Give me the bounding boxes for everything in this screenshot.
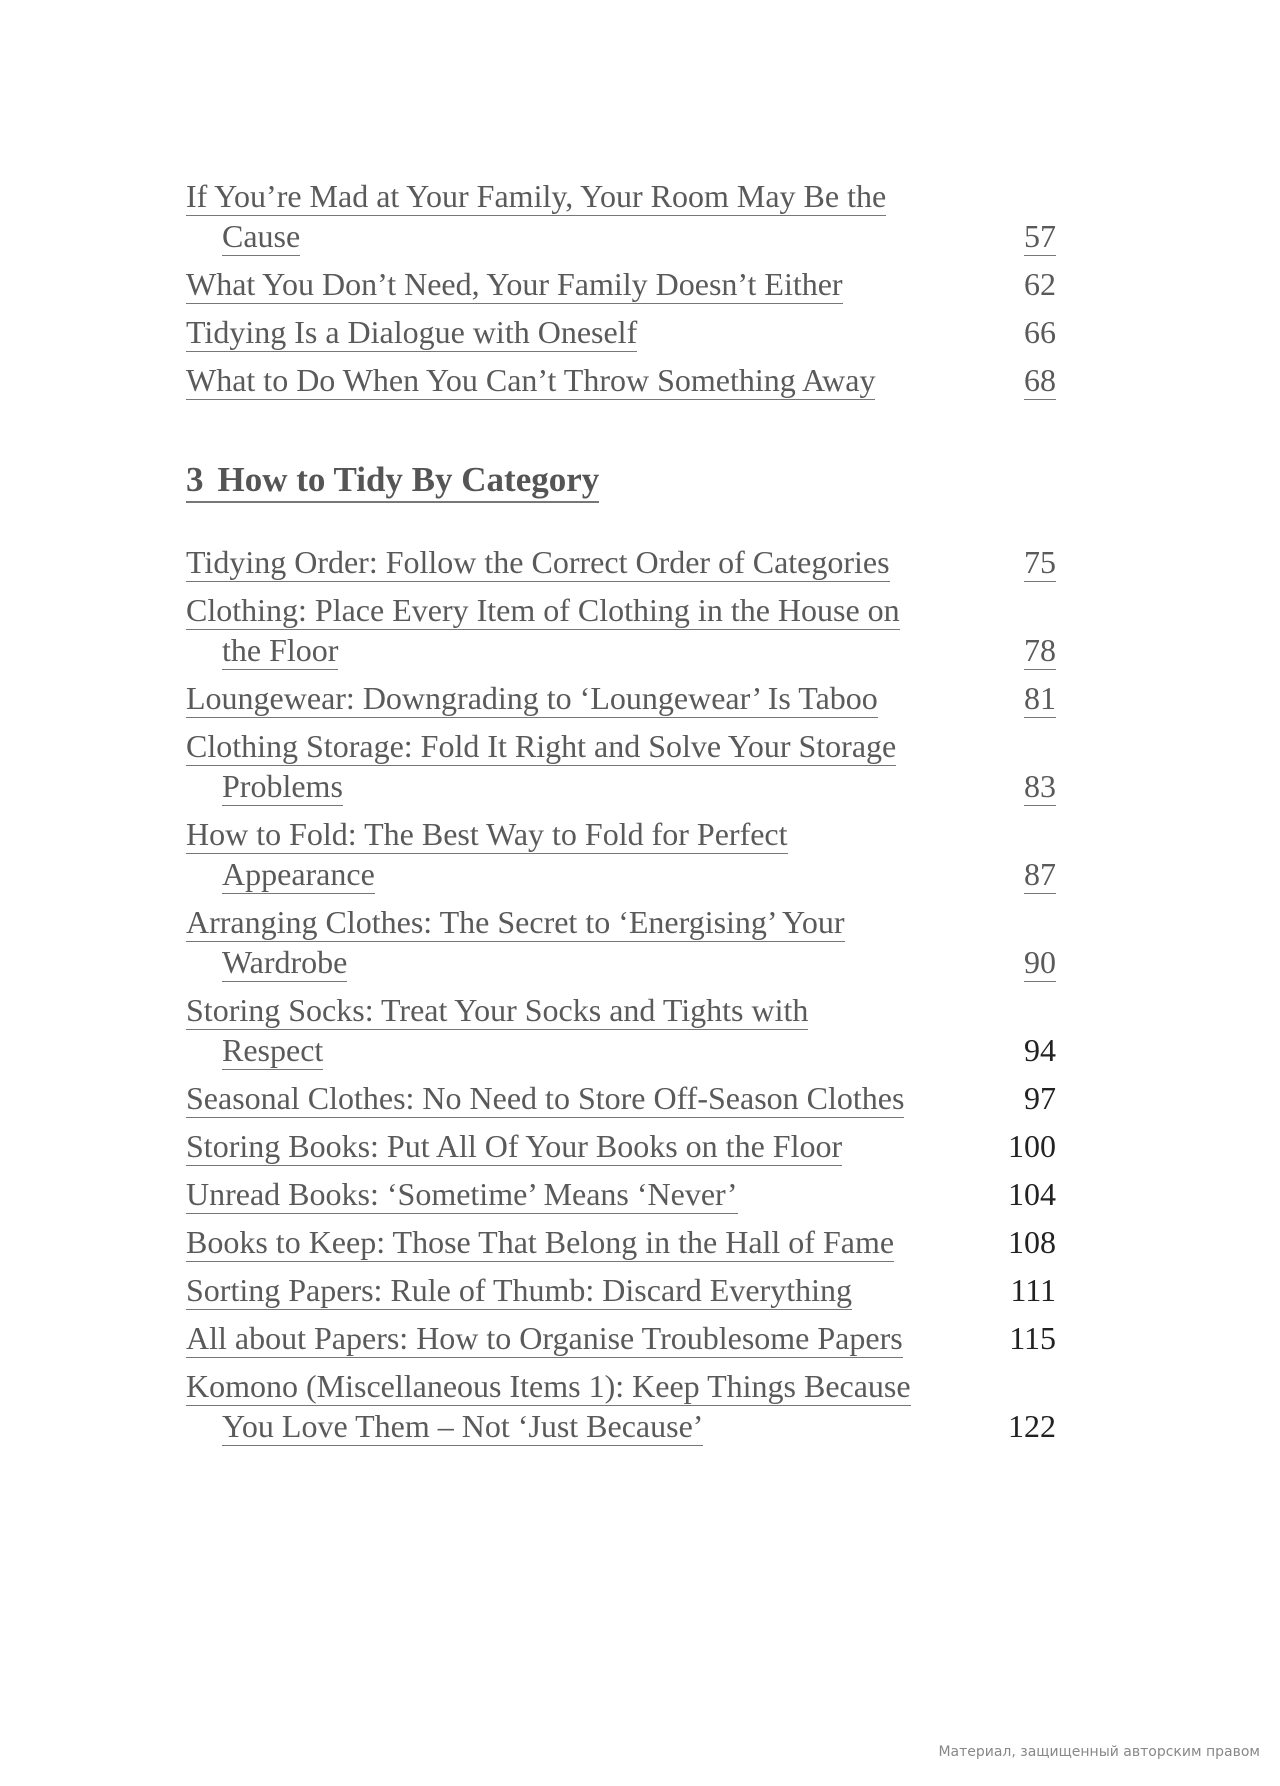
toc-entry[interactable] [186,1318,1066,1358]
toc-entry-title[interactable]: Storing Books: Put All Of Your Books on the Floor [186,1128,843,1164]
toc-entry-title[interactable]: Storing Socks: Treat Your Socks and Tights with [186,992,809,1028]
toc-entry-title-continued[interactable]: Respect [222,1032,324,1068]
toc-entry-title[interactable]: If You’re Mad at Your Family, Your Room May Be the [186,178,887,214]
toc-entry[interactable] [186,1366,1066,1446]
chapter-title: How to Tidy By Category [217,460,600,499]
toc-entry-title-continued[interactable]: Appearance [222,856,375,892]
toc-entry[interactable] [186,590,1066,670]
toc-entry-page[interactable]: 115 [1009,1320,1056,1356]
toc-entry-title[interactable]: Tidying Order: Follow the Correct Order of Categories [186,544,890,580]
toc-entry-page[interactable]: 68 [1024,362,1056,398]
toc-entry-page[interactable]: 104 [1008,1176,1056,1212]
toc-entry[interactable] [186,1078,1066,1118]
toc-entry-page[interactable]: 57 [1024,218,1056,254]
toc-entry-page[interactable]: 90 [1024,944,1056,980]
toc-entry-title[interactable]: Loungewear: Downgrading to ‘Loungewear’ Is Taboo [186,680,878,716]
toc-entry-title[interactable]: Books to Keep: Those That Belong in the Hall of Fame [186,1224,895,1260]
toc-entry-title-continued[interactable]: Problems [222,768,343,804]
toc-entry-title[interactable]: Tidying Is a Dialogue with Oneself [186,314,638,350]
chapter-number: 3 [186,460,204,499]
toc-entry-page[interactable]: 62 [1024,266,1056,302]
copyright-notice: Материал, защищенный авторским правом [938,1744,1260,1760]
toc-entry-title-continued[interactable]: Wardrobe [222,944,348,980]
toc-entry[interactable] [186,360,1066,400]
toc-entry-page[interactable]: 94 [1024,1032,1056,1068]
toc-entry-title[interactable]: What You Don’t Need, Your Family Doesn’t Either [186,266,843,302]
toc-entry-title[interactable]: Clothing Storage: Fold It Right and Solve Your Storage [186,728,897,764]
chapter-heading[interactable] [186,458,1066,502]
toc-entry-page[interactable]: 83 [1024,768,1056,804]
toc-entry-page[interactable]: 111 [1010,1272,1056,1308]
toc-entry-page[interactable]: 78 [1024,632,1056,668]
toc-entry[interactable] [186,814,1066,894]
toc-entry-title[interactable]: Seasonal Clothes: No Need to Store Off-Season Clothes [186,1080,905,1116]
toc-entry-page[interactable]: 108 [1008,1224,1056,1260]
toc-entry[interactable] [186,1126,1066,1166]
toc-entry[interactable] [186,902,1066,982]
toc-entry-title[interactable]: Komono (Miscellaneous Items 1): Keep Things Because [186,1368,911,1404]
toc-entry-title[interactable]: Arranging Clothes: The Secret to ‘Energising’ Your [186,904,845,940]
toc-entry[interactable] [186,176,1066,256]
toc-entry-page[interactable]: 81 [1024,680,1056,716]
toc-entry-page[interactable]: 75 [1024,544,1056,580]
toc-entry-page[interactable]: 87 [1024,856,1056,892]
toc-entry-page[interactable]: 97 [1024,1080,1056,1116]
toc-entry[interactable] [186,726,1066,806]
toc-entry-title[interactable]: What to Do When You Can’t Throw Something Away [186,362,876,398]
table-of-contents [186,176,1066,1454]
toc-entry-title[interactable]: How to Fold: The Best Way to Fold for Perfect [186,816,788,852]
toc-entry-title[interactable]: All about Papers: How to Organise Troublesome Papers [186,1320,903,1356]
toc-entry-page[interactable]: 122 [1008,1408,1056,1444]
toc-entry-title-continued[interactable]: You Love Them – Not ‘Just Because’ [222,1408,704,1444]
toc-entry[interactable] [186,678,1066,718]
toc-entry[interactable] [186,312,1066,352]
toc-entry[interactable] [186,1222,1066,1262]
toc-entry-title[interactable]: Sorting Papers: Rule of Thumb: Discard Everything [186,1272,852,1308]
toc-entry[interactable] [186,1270,1066,1310]
toc-entry[interactable] [186,1174,1066,1214]
toc-entry-title-continued[interactable]: Cause [222,218,301,254]
toc-entry[interactable] [186,264,1066,304]
toc-entry-title[interactable]: Unread Books: ‘Sometime’ Means ‘Never’ [186,1176,738,1212]
toc-entry-title-continued[interactable]: the Floor [222,632,339,668]
toc-entry-page[interactable]: 100 [1008,1128,1056,1164]
toc-entry-title[interactable]: Clothing: Place Every Item of Clothing in the House on [186,592,900,628]
toc-entry[interactable] [186,542,1066,582]
toc-entry[interactable] [186,990,1066,1070]
toc-entry-page[interactable]: 66 [1024,314,1056,350]
